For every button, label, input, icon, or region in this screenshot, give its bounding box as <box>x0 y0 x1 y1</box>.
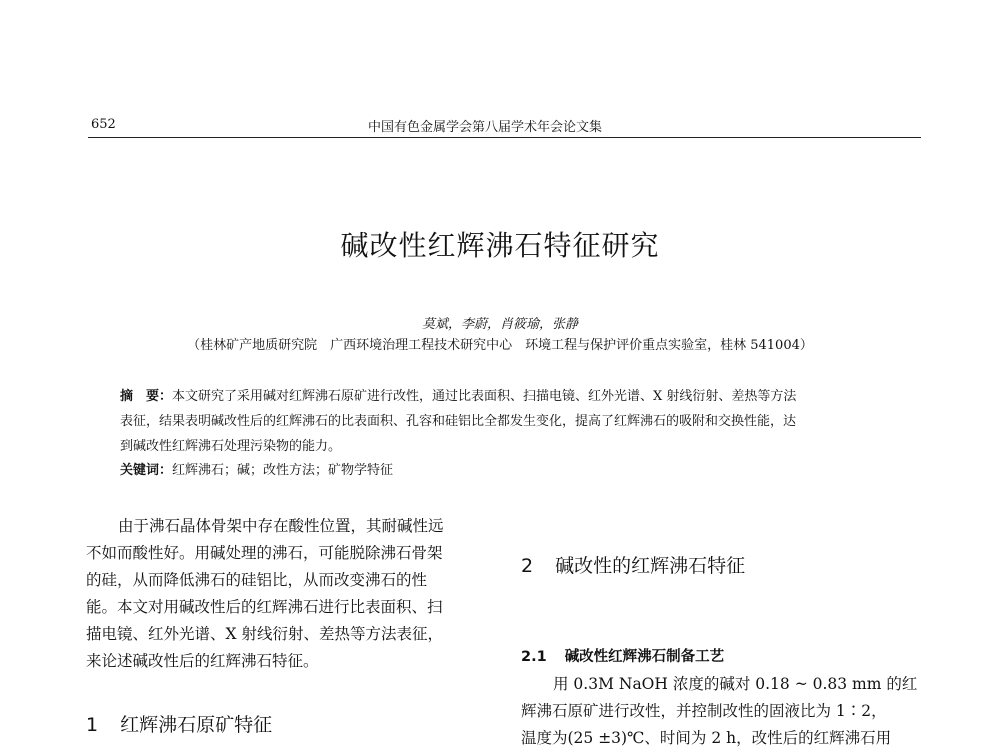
keywords-label: 关键词： <box>120 463 173 478</box>
abstract-line-2: 表征，结果表明碱改性后的红辉沸石的比表面积、孔容和硅铝比全都发生变化，提高了红辉沸石的吸附和交换性能，达 <box>120 414 797 429</box>
section-2-line-2: 辉沸石原矿进行改性，并控制改性的固液比为 1∶2， <box>521 702 887 720</box>
header-rule <box>88 137 921 138</box>
intro-line-6: 来论述碱改性后的红辉沸石特征。 <box>86 652 319 670</box>
subsection-2-1-heading <box>521 645 724 666</box>
intro-line-3: 的硅，从而降低沸石的硅铝比，从而改变沸石的性 <box>86 571 428 589</box>
keywords-line <box>120 459 393 478</box>
page-number: 652 <box>91 117 116 132</box>
intro-line-1: 由于沸石晶体骨架中存在酸性位置，其耐碱性远 <box>118 517 444 535</box>
section-2-line-1: 用 0.3M NaOH 浓度的碱对 0.18 ~ 0.83 mm 的红 <box>553 675 918 693</box>
abstract-text-1: 本文研究了采用碱对红辉沸石原矿进行改性，通过比表面积、扫描电镜、红外光谱、X 射线衍射、差热等方法 <box>172 389 797 404</box>
section-2-heading <box>521 551 745 578</box>
article-title: 碱改性红辉沸石特征研究 <box>340 229 660 262</box>
subsection-2-1-number: 2.1 <box>521 649 547 665</box>
intro-line-5: 描电镜、红外光谱、X 射线衍射、差热等方法表征， <box>86 625 443 643</box>
section-2-line-3: 温度为(25 ±3)℃、时间为 2 h，改性后的红辉沸石用 <box>521 729 892 747</box>
section-2-title: 碱改性的红辉沸石特征 <box>555 555 746 577</box>
abstract-label: 摘 要： <box>120 389 173 404</box>
keywords-text: 红辉沸石；碱；改性方法；矿物学特征 <box>172 463 394 478</box>
section-1-heading <box>86 710 272 737</box>
abstract-line-1 <box>120 385 796 404</box>
affiliation: （桂林矿产地质研究院 广西环境治理工程技术研究中心 环境工程与保护评价重点实验室，桂林 541004） <box>187 338 813 353</box>
section-2-number: 2 <box>521 555 534 577</box>
intro-line-2: 不如而酸性好。用碱处理的沸石，可能脱除沸石骨架 <box>86 544 443 562</box>
section-1-number: 1 <box>86 714 99 736</box>
intro-line-4: 能。本文对用碱改性后的红辉沸石进行比表面积、扫 <box>86 598 443 616</box>
subsection-2-1-title: 碱改性红辉沸石制备工艺 <box>564 649 725 665</box>
abstract-line-3: 到碱改性红辉沸石处理污染物的能力。 <box>120 439 342 454</box>
section-1-title: 红辉沸石原矿特征 <box>120 714 273 736</box>
running-title: 中国有色金属学会第八届学术年会论文集 <box>368 120 603 135</box>
authors: 莫斌，李蔚，肖筱瑜，张静 <box>421 317 578 332</box>
